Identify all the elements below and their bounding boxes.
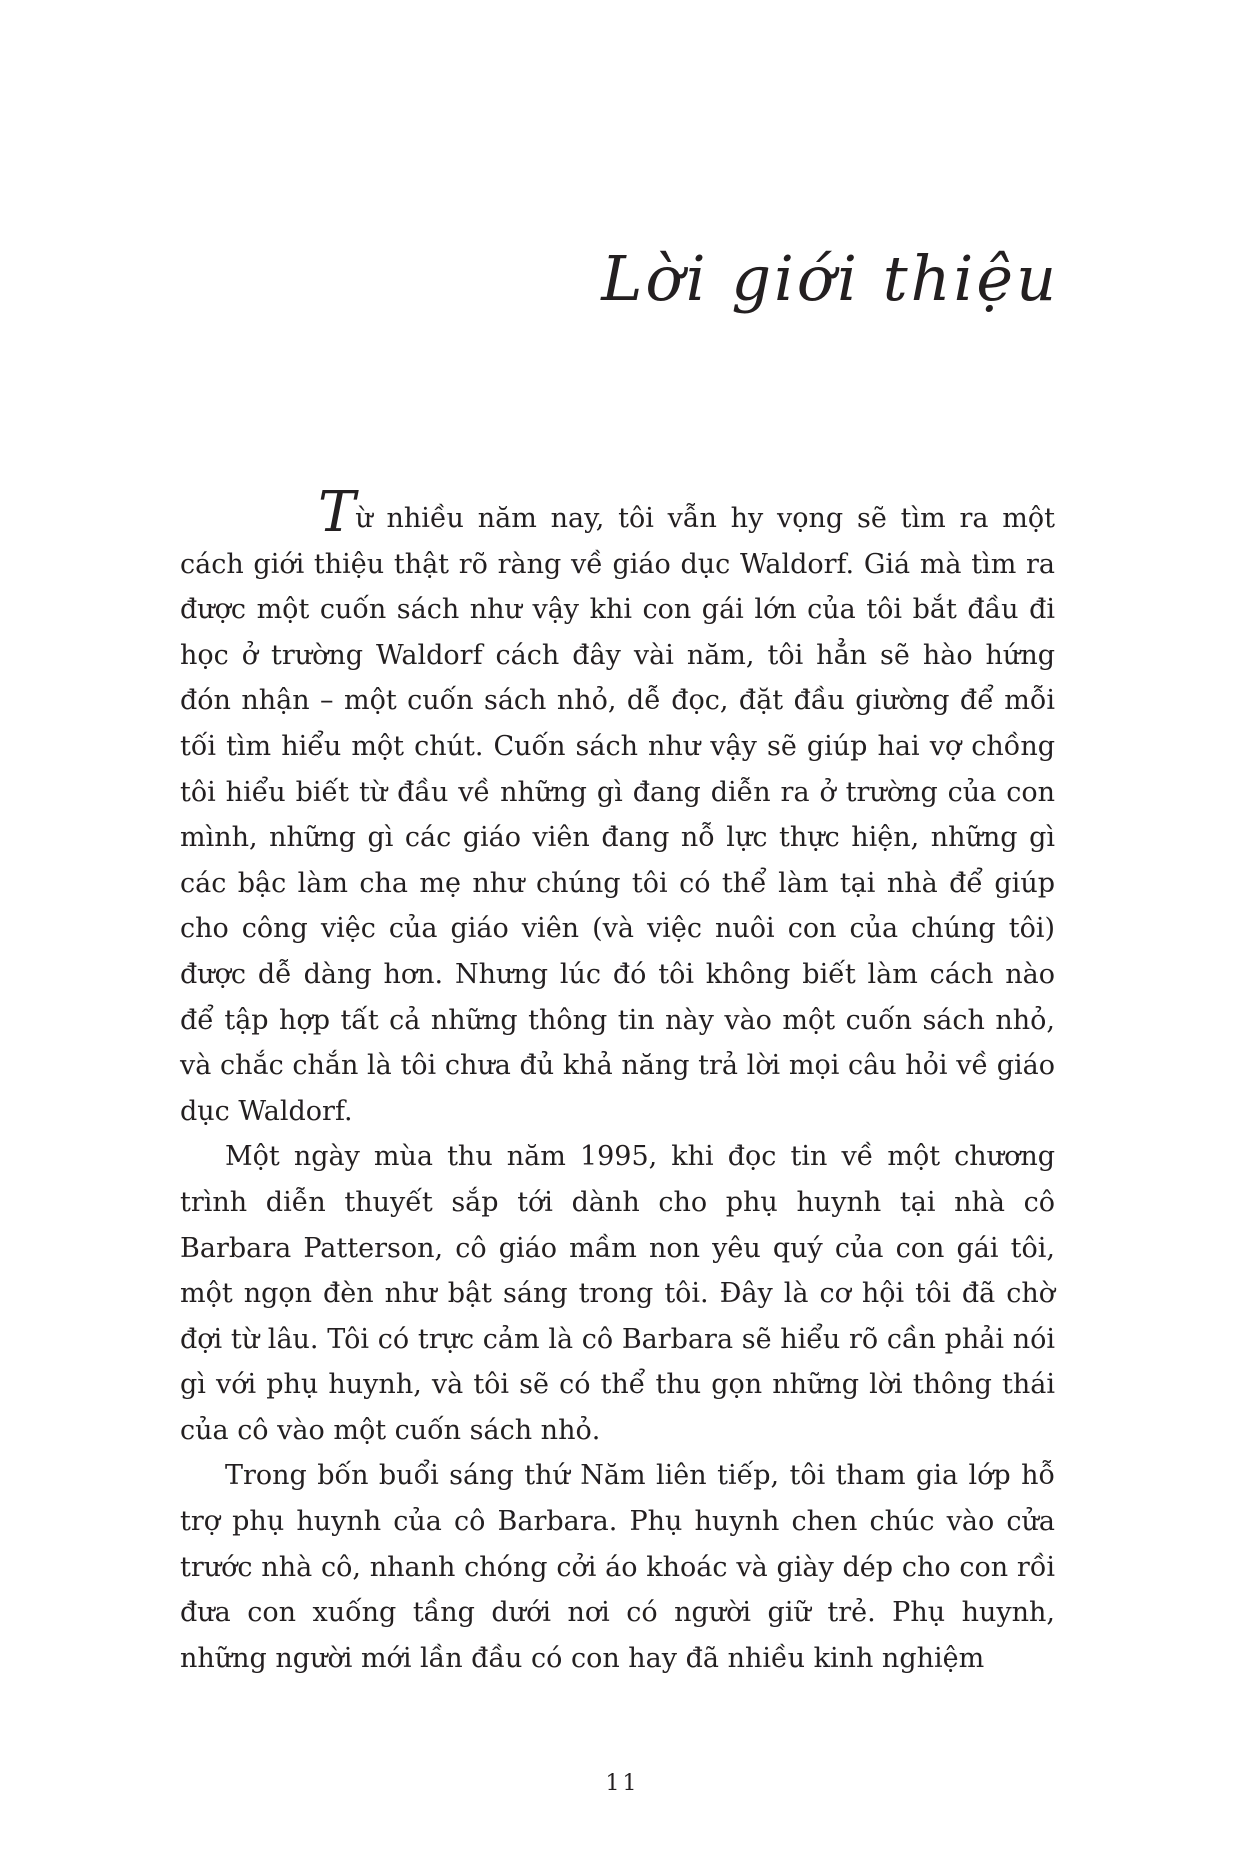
paragraph-2: Một ngày mùa thu năm 1995, khi đọc tin về một chương trình diễn thuyết sắp tới dành cho phụ huynh tại nhà cô Barbara Patterson, cô giáo mầm non yêu quý của con gái tôi, một ngọn đèn như bật sáng trong tôi. Đây là cơ hội tôi đã chờ đợi từ lâu. Tôi có trực cảm là cô Barbara sẽ hiểu rõ cần phải nói gì với phụ huynh, và tôi sẽ có thể thu gọn những lời thông thái của cô vào một cuốn sách nhỏ. — [180, 1141, 1055, 1446]
paragraph-3: Trong bốn buổi sáng thứ Năm liên tiếp, tôi tham gia lớp hỗ trợ phụ huynh của cô Barbara. Phụ huynh chen chúc vào cửa trước nhà cô, nhanh chóng cởi áo khoác và giày dép cho con rồi đưa con xuống tầng dưới nơi có người giữ trẻ. Phụ huynh, những người mới lần đầu có con hay đã nhiều kinh nghiệm — [180, 1460, 1055, 1674]
page-number: 11 — [605, 1771, 640, 1796]
paragraph-1 — [180, 480, 1055, 1134]
chapter-title: Lời giới thiệu — [601, 242, 1059, 315]
paragraph-1-text: ừ nhiều năm nay, tôi vẫn hy vọng sẽ tìm ra một cách giới thiệu thật rõ ràng về giáo dục Waldorf. Giá mà tìm ra được một cuốn sách như vậy khi con gái lớn của tôi bắt đầu đi học ở trường Waldorf cách đây vài năm, tôi hẳn sẽ hào hứng đón nhận – một cuốn sách nhỏ, dễ đọc, đặt đầu giường để mỗi tối tìm hiểu một chút. Cuốn sách như vậy sẽ giúp hai vợ chồng tôi hiểu biết từ đầu về những gì đang diễn ra ở trường của con mình, những gì các giáo viên đang nỗ lực thực hiện, những gì các bậc làm cha mẹ như chúng tôi có thể làm tại nhà để giúp cho công việc của giáo viên (và việc nuôi con của chúng tôi) được dễ dàng hơn. Nhưng lúc đó tôi không biết làm cách nào để tập hợp tất cả những thông tin này vào một cuốn sách nhỏ, và chắc chắn là tôi chưa đủ khả năng trả lời mọi câu hỏi về giáo dục Waldorf. — [180, 503, 1055, 1127]
drop-cap: T — [318, 480, 356, 545]
body-text — [180, 480, 1055, 1681]
